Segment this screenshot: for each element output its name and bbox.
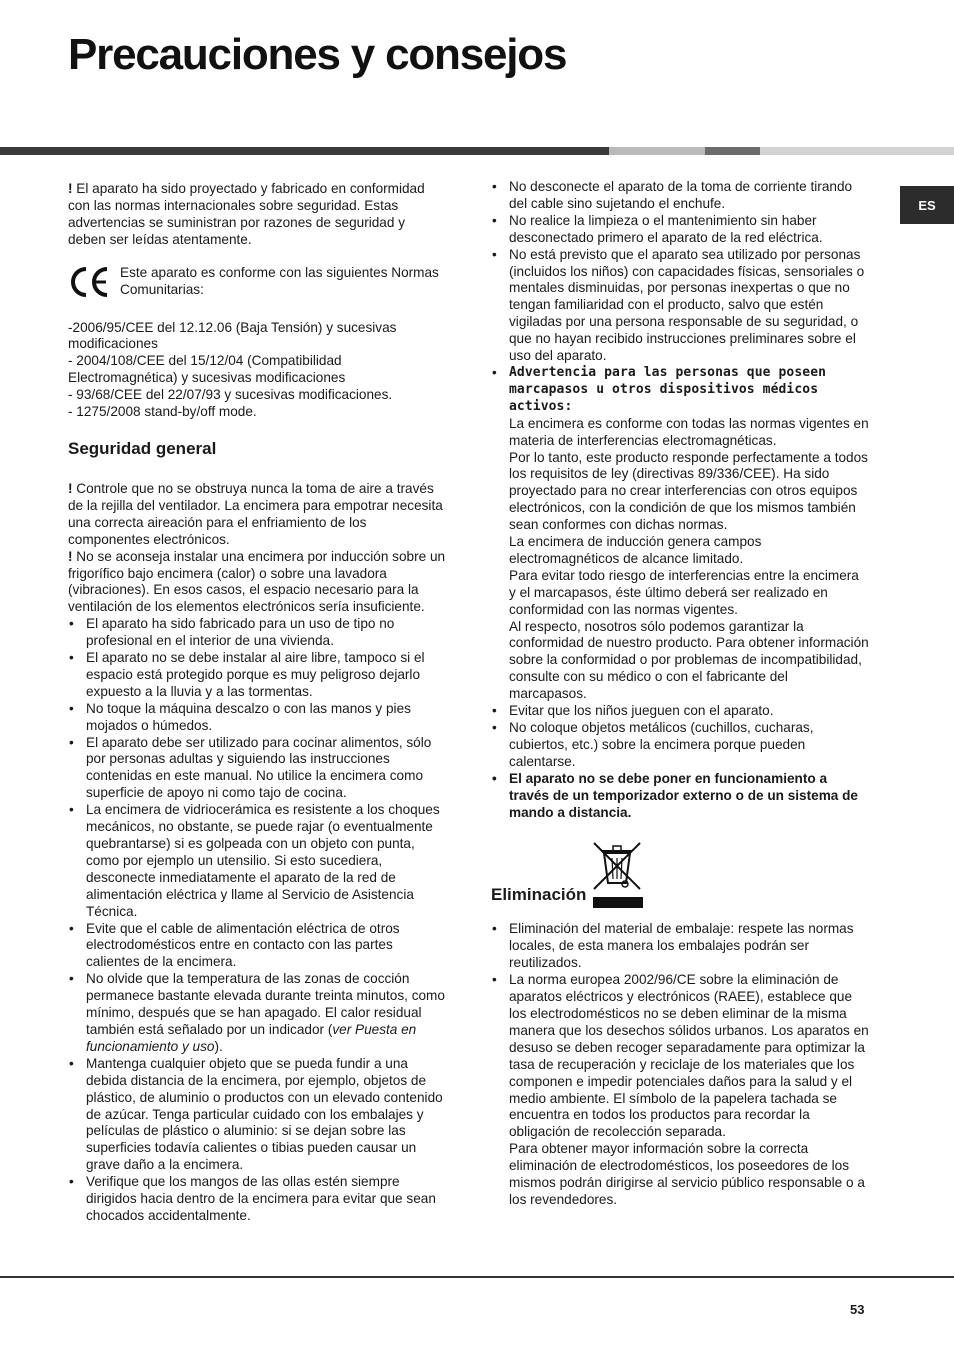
pacemaker-paragraph: Al respecto, nosotros sólo podemos garantizar la conformidad de nuestro producto. Para obtener información sobre la conformidad o por problemas de incompatibilidad, consulte con su médico o con el fabricante del marcapasos. bbox=[509, 618, 869, 702]
pacemaker-title: • Advertencia para las personas que poseen marcapasos u otros dispositivos médicos activos: bbox=[509, 364, 827, 414]
norms-list bbox=[68, 320, 446, 421]
list-item: • No toque la máquina descalzo o con las manos y pies mojados o húmedos. bbox=[68, 701, 446, 735]
list-item: • Evitar que los niños jueguen con el aparato. bbox=[491, 703, 869, 720]
list-item: • El aparato debe ser utilizado para cocinar alimentos, sólo por personas adultas y siguiendo las instrucciones contenidas en este manual. No utilice la encimera como superficie de apoyo ni como tajo de cocina. bbox=[68, 735, 446, 803]
timer-warning: • El aparato no se debe poner en funcionamiento a través de un temporizador externo o de un sistema de mando a distancia. bbox=[491, 771, 869, 822]
disposal-list bbox=[491, 921, 869, 1208]
installation-warning bbox=[68, 549, 446, 617]
list-item: • No desconecte el aparato de la toma de corriente tirando del cable sino sujetando el enchufe. bbox=[491, 179, 869, 213]
page-title: Precauciones y consejos bbox=[68, 30, 567, 79]
pacemaker-paragraph: La encimera es conforme con todas las normas vigentes en materia de interferencias electromagnéticas. bbox=[509, 415, 869, 448]
header-band-light bbox=[609, 147, 705, 155]
list-item: • La encimera de vidriocerámica es resistente a los choques mecánicos, no obstante, se puede rajar (o eventualmente quebrantarse) si es golpeada con un objeto con punta, como por ejemplo un utensilio. Si esto sucediera, desconecte inmediatamente el aparato de la red de alimentación eléctrica y llame al Servicio de Asistencia Técnica. bbox=[68, 802, 446, 920]
ce-text: Este aparato es conforme con las siguientes Normas Comunitarias: bbox=[120, 264, 439, 297]
warning-mark: ! bbox=[68, 480, 73, 496]
warning-mark: ! bbox=[68, 181, 73, 196]
ce-mark-icon bbox=[68, 265, 120, 304]
list-item: • Evite que el cable de alimentación eléctrica de otros electrodomésticos entre en contacto con las partes calientes de la encimera. bbox=[68, 921, 446, 972]
list-item: • No coloque objetos metálicos (cuchillos, cucharas, cubiertos, etc.) sobre la encimera porque pueden calentarse. bbox=[491, 720, 869, 771]
ventilation-warning bbox=[68, 481, 446, 549]
list-item: • Eliminación del material de embalaje: respete las normas locales, de esta manera los embalajes podrán ser reutilizados. bbox=[491, 921, 869, 972]
list-item: • No está previsto que el aparato sea utilizado por personas (incluidos los niños) con capacidades físicas, sensoriales o mentales disminuidas, por personas inexpertas o que no tengan familiaridad con el producto, salvo que estén vigiladas por una persona responsable de su seguridad, o que no hayan recibido instrucciones preliminares sobre el uso del aparato. bbox=[491, 247, 869, 365]
list-item bbox=[491, 972, 869, 1209]
intro-paragraph bbox=[68, 181, 446, 249]
list-item: • El aparato ha sido fabricado para un uso de tipo no profesional en el interior de una vivienda. bbox=[68, 616, 446, 650]
safety-list bbox=[68, 616, 446, 1225]
warning-text: No se aconseja instalar una encimera por inducción sobre un frigorífico bajo encimera (calor) o sobre una lavadora (vibraciones). En esos casos, el espacio necesario para la ventilación de los elementos electrónicos sería insuficiente. bbox=[68, 548, 446, 615]
residual-heat-end: ). bbox=[214, 1038, 223, 1054]
list-item: • No realice la limpieza o el mantenimiento sin haber desconectado primero el aparato de la red eléctrica. bbox=[491, 213, 869, 247]
footer-rule bbox=[0, 1276, 954, 1278]
section-heading-seguridad: Seguridad general bbox=[68, 438, 217, 458]
page-number: 53 bbox=[850, 1302, 865, 1317]
header-band-pale bbox=[760, 147, 954, 155]
left-column bbox=[68, 181, 446, 1225]
ce-conformity bbox=[68, 265, 446, 304]
right-column bbox=[491, 179, 869, 1209]
list-item: • Mantenga cualquier objeto que se pueda fundir a una debida distancia de la encimera, por ejemplo, objetos de plástico, de aluminio o productos con un elevado contenido de azúcar. Tenga particular cuidado con los embalajes y películas de plástico o aluminio: si se dejan sobre las superficies todavía calientes o tibias pueden causar un grave daño a la encimera. bbox=[68, 1056, 446, 1174]
pacemaker-paragraph: Para evitar todo riesgo de interferencias entre la encimera y el marcapasos, éste último deberá ser realizado en conformidad con las normas vigentes. bbox=[509, 567, 859, 617]
header-band-mid bbox=[705, 147, 760, 155]
language-tab: ES bbox=[900, 186, 954, 224]
norm-item: - 1275/2008 stand-by/off mode. bbox=[68, 404, 257, 420]
intro-text: El aparato ha sido proyectado y fabricado en conformidad con las normas internacionales sobre seguridad. Estas advertencias se suministran por razones de seguridad y deben ser leídas atentamente. bbox=[68, 181, 425, 247]
weee-more-info: Para obtener mayor información sobre la correcta eliminación de electrodomésticos, los poseedores de los mismos podrán dirigirse al servicio público responsable o a los revendedores. bbox=[509, 1141, 865, 1207]
disposal-header bbox=[491, 837, 869, 909]
norm-item: -2006/95/CEE del 12.12.06 (Baja Tensión) y sucesivas modificaciones bbox=[68, 319, 397, 352]
pacemaker-paragraph: Por lo tanto, este producto responde perfectamente a todos los requisitos de ley (directivas 89/336/CEE). Ha sido proyectado para no crear interferencias con otros equipos electrónicos, con la condición de que los mismos también sean conformes con dichas normas. bbox=[509, 449, 868, 533]
section-heading-eliminacion: Eliminación bbox=[491, 885, 587, 905]
norm-item: - 93/68/CEE del 22/07/93 y sucesivas modificaciones. bbox=[68, 387, 393, 403]
list-item bbox=[68, 971, 446, 1056]
safety-list-continued bbox=[491, 179, 869, 821]
residual-heat-text: No olvide que la temperatura de las zonas de cocción permanece bastante elevada durante treinta minutos, como mínimo, después que se han apagado. El calor residual también está señalado por un indicador ( bbox=[86, 971, 445, 1037]
warning-mark: ! bbox=[68, 548, 73, 564]
header-band-dark bbox=[0, 147, 609, 155]
cross-reference: ver Puesta en funcionamiento y uso bbox=[86, 1021, 417, 1054]
pacemaker-paragraph: La encimera de inducción genera campos electromagnéticos de alcance limitado. bbox=[509, 534, 762, 566]
norm-item: - 2004/108/CEE del 15/12/04 (Compatibilidad Electromagnética) y sucesivas modificaciones bbox=[68, 353, 346, 386]
list-item-pacemaker bbox=[491, 365, 869, 703]
warning-text: Controle que no se obstruya nunca la toma de aire a través de la rejilla del ventilador. La encimera para empotrar necesita una correcta aireación para el enfriamiento de los componentes electrónicos. bbox=[68, 480, 443, 547]
weee-paragraph: • La norma europea 2002/96/CE sobre la eliminación de aparatos eléctricos y electrónicos (RAEE), establece que los electrodomésticos no se deben eliminar de la misma manera que los desechos sólidos urbanos. Los aparatos en desuso se deben recoger separadamente para optimizar la tasa de recuperación y reciclaje de los materiales que los componen e impedir potenciales daños para la salud y el medio ambiente. El símbolo de la papelera tachada se encuentra en todos los productos para recordar la obligación de recolección separada. bbox=[509, 972, 869, 1140]
list-item: • Verifique que los mangos de las ollas estén siempre dirigidos hacia dentro de la encimera para evitar que sean chocados accidentalmente. bbox=[68, 1174, 446, 1225]
list-item: • El aparato no se debe instalar al aire libre, tampoco si el espacio está protegido porque es muy peligroso dejarlo expuesto a la lluvia y a las tormentas. bbox=[68, 650, 446, 701]
crossed-out-bin-icon bbox=[590, 837, 646, 909]
